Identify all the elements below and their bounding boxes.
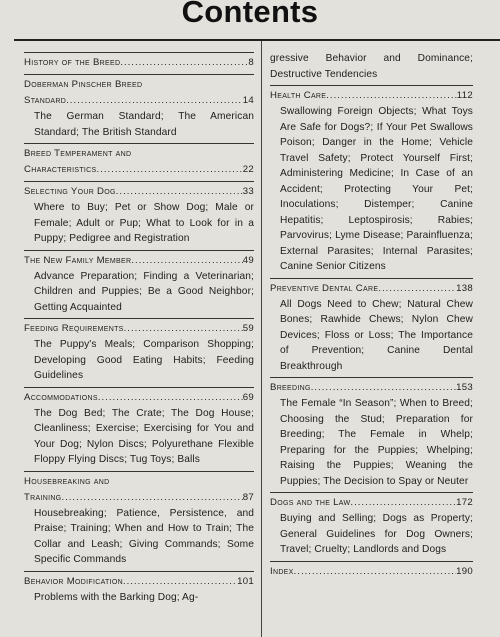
entry-page: 101 [237,575,254,587]
entry-page: 138 [456,282,473,294]
entry-page: 153 [456,382,473,393]
entry-subtopics: Problems with the Barking Dog; Ag- [34,591,199,603]
entry-page: 49 [242,254,254,266]
left-column [24,52,254,608]
entry-title: Accommodations [24,391,98,403]
toc-entry[interactable] [24,181,254,247]
entry-title: Selecting Your Dog [24,186,116,197]
entry-title: Index [270,565,294,577]
entry-title-line: Training [24,491,62,503]
entry-title: The New Family Member [24,254,132,266]
entry-subtopics: The Puppy's Meals; Comparison Shopping; Developing Good Eating Habits; Feeding Guidelines [34,339,254,381]
entry-title: Feeding Requirements [24,323,124,334]
entry-page: 22 [242,164,254,175]
entry-page: 14 [242,95,254,106]
entry-title-line: Doberman Pinscher Breed [24,79,143,90]
toc-entry[interactable] [270,561,473,580]
entry-subtopics: The German Standard; The American Standard; The British Standard [34,111,254,138]
entry-page: 190 [456,565,473,577]
toc-entry[interactable] [270,278,473,375]
toc-entry[interactable] [24,74,254,140]
entry-subtopics: Buying and Selling; Dogs as Property; General Guidelines for Dog Owners; Travel; Cruelty; Landlords and Dogs [280,513,473,555]
entry-title: Breeding [270,382,311,393]
entry-subtopics: Advance Preparation; Finding a Veterinarian; Children and Puppies; Be a Good Neighbor; Getting Acquainted [34,270,254,313]
page-title: Contents [181,0,319,29]
entry-subtopics: The Female “In Season”; When to Breed; Choosing the Stud; Preparation for Breeding; The Female in Whelp; Preparing for the Puppies; Whelping; Raising the Puppies; Weaning the Puppies; The Decision to Spay or Neuter [280,398,473,487]
entry-title-line: Housebreaking and [24,475,110,487]
entry-page: 33 [242,186,254,197]
entry-title: Health Care [270,90,327,101]
top-rule [14,39,500,41]
toc-entry[interactable] [270,492,473,558]
entry-page: 112 [456,90,473,101]
entry-subtopics: The Dog Bed; The Crate; The Dog House; Cleanliness; Exercise; Exercising for You and Your Dog; Nylon Discs; Polyurethane Flexible Floppy Flying Discs; Tug Toys; Balls [34,407,254,465]
entry-title-line: Breed Temperament and [24,148,132,159]
entry-title: Preventive Dental Care [270,282,379,294]
right-column [270,52,473,583]
toc-entry[interactable] [24,571,254,606]
toc-entry-continued [270,51,473,82]
toc-entry[interactable] [270,85,473,275]
entry-page: 172 [456,497,473,508]
entry-page: 87 [242,491,254,503]
entry-subtopics: Where to Buy; Pet or Show Dog; Male or Female; Adult or Pup; What to Look for in a Puppy; Pedigree and Registration [34,202,254,244]
toc-entry[interactable] [24,471,254,568]
entry-subtopics: Housebreaking; Patience, Persistence, and Praise; Training; When and How to Train; The Collar and Leash; Giving Commands; Some Specific Commands [34,507,254,565]
entry-page: 59 [242,323,254,334]
entry-subtopics: gressive Behavior and Dominance; Destructive Tendencies [270,53,473,80]
entry-page: 69 [242,391,254,403]
entry-title: History of the Breed [24,57,121,68]
toc-entry[interactable] [24,318,254,384]
entry-title: Dogs and the Law [270,497,351,508]
toc-entry[interactable] [24,143,254,178]
toc-entry[interactable] [270,377,473,489]
entry-subtopics: All Dogs Need to Chew; Natural Chew Bones; Rawhide Chews; Nylon Chew Devices; Floss or Loss; The Importance of Prevention; Canine Dental Breakthrough [280,298,473,372]
toc-entry[interactable] [24,387,254,468]
entry-title: Behavior Modification [24,575,123,587]
entry-title-line: Standard [24,95,67,106]
column-divider [261,41,262,637]
entry-subtopics: Swallowing Foreign Objects; What Toys Are Safe for Dogs?; If Your Pet Swallows Poison; Danger in the Home; Vehicle Travel Safety; Protect Yourself First; Administering Medicine; In Case of an Accident; Protecting Your Pet; Inoculations; Distemper; Canine Hepatitis; Leptospirosis; Rabies; Parvovirus; Lyme Disease; Parainfluenza; External Parasites; Internal Parasites; Canine Senior Citizens [280,106,473,272]
entry-page: 8 [248,57,254,68]
toc-entry[interactable] [24,250,254,316]
toc-entry[interactable] [24,52,254,71]
entry-title-line: Characteristics [24,164,97,175]
